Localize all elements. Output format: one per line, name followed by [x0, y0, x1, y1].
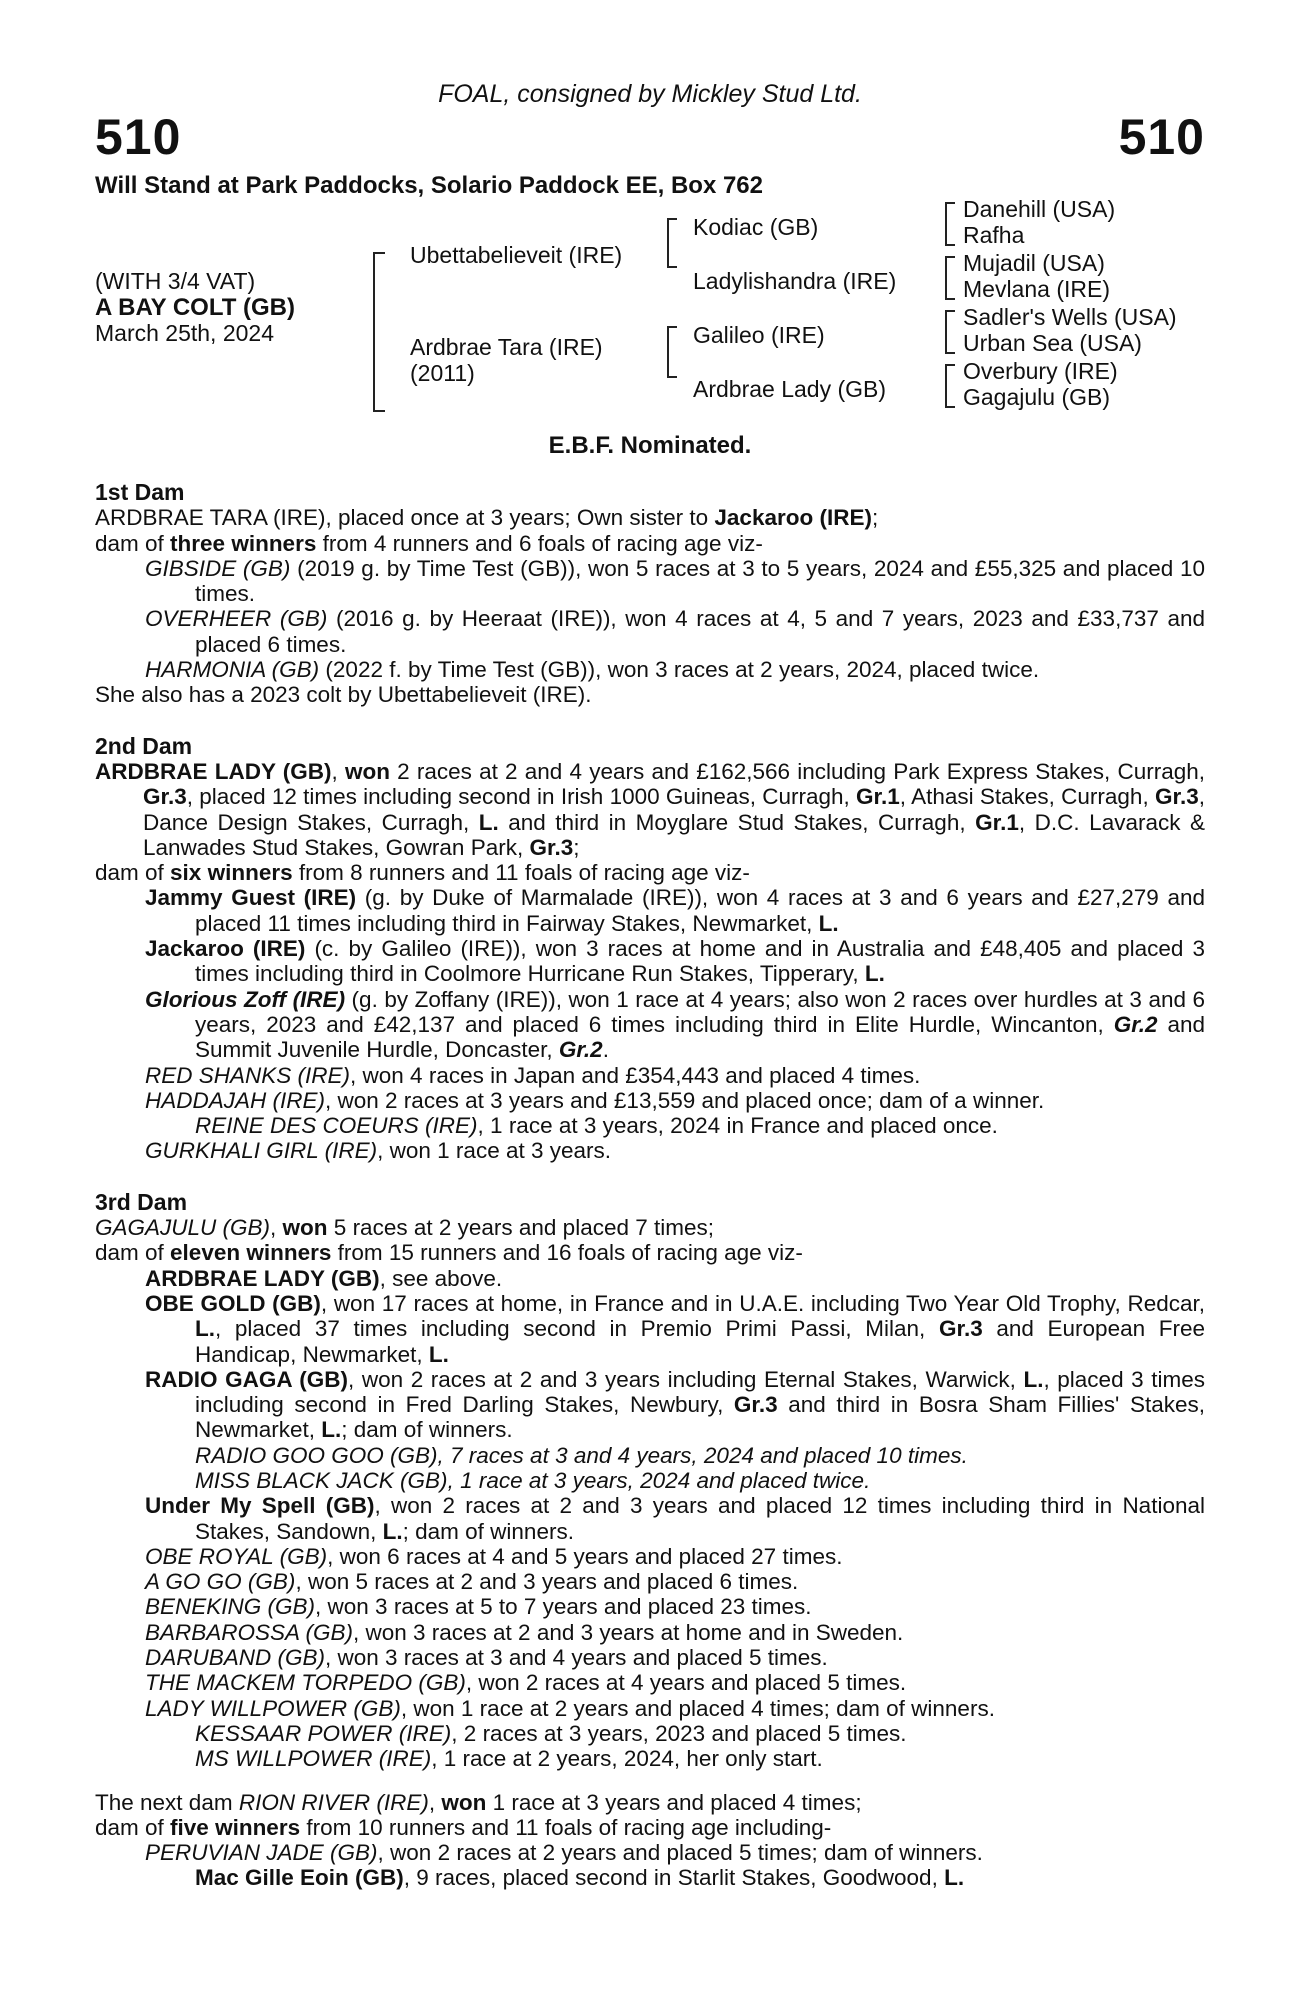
produce-entry: OBE GOLD (GB), won 17 races at home, in France and in U.A.E. including Two Year Old Trophy, Redcar, L., placed 37 times including second in Premio Primi Passi, Milan, Gr.3 and European Free Handicap, Newmarket, L.: [145, 1290, 1206, 1367]
grand-produce-entry: REINE DES COEURS (IRE), 1 race at 3 years, 2024 in France and placed once.: [195, 1113, 998, 1139]
grand-produce-entry: RADIO GOO GOO (GB), 7 races at 3 and 4 years, 2024 and placed 10 times.: [195, 1442, 968, 1468]
second-dam-heading: 2nd Dam: [95, 732, 193, 759]
ancestor-7: Overbury (IRE): [963, 358, 1118, 384]
brace-sire-parents: [667, 218, 677, 268]
produce-entry: Glorious Zoff (IRE) (g. by Zoffany (IRE)), won 1 race at 4 years; also won 2 races over hurdles at 3 and 6 years, 2023 and £42,137 and placed 6 times including third in Elite Hurdle, Wincanton, Gr.2 and Summit Juvenile Hurdle, Doncaster, Gr.2.: [145, 986, 1206, 1063]
dam-dam: Ardbrae Lady (GB): [693, 376, 887, 402]
foaling-date: March 25th, 2024: [95, 320, 275, 346]
produce-entry: Under My Spell (GB), won 2 races at 2 and 3 years and placed 12 times including third in National Stakes, Sandown, L.; dam of winners.: [145, 1493, 1205, 1544]
grand-produce-entry: MISS BLACK JACK (GB), 1 race at 3 years, 2024 and placed twice.: [195, 1467, 871, 1493]
produce-entry: RADIO GAGA (GB), won 2 races at 2 and 3 years including Eternal Stakes, Warwick, L., placed 3 times including second in Fred Darling Stakes, Newbury, Gr.3 and third in Bosra Sham Fillies' Stakes, Newmarket, L.; dam of winners.: [145, 1366, 1205, 1443]
next-dam-produce-summary: dam of five winners from 10 runners and 11 foals of racing age including-: [95, 1814, 832, 1840]
ancestor-4: Mevlana (IRE): [963, 276, 1110, 302]
produce-entry: RED SHANKS (IRE), won 4 races in Japan and £354,443 and placed 4 times.: [145, 1062, 921, 1088]
ancestor-3: Mujadil (USA): [963, 250, 1105, 276]
sire-name: Ubettabelieveit (IRE): [410, 242, 623, 268]
first-dam-note: She also has a 2023 colt by Ubettabelieveit (IRE).: [95, 682, 592, 708]
pedigree-notes: [95, 480, 1205, 1891]
dam-name: Ardbrae Tara (IRE): [410, 334, 603, 360]
produce-entry: PERUVIAN JADE (GB), won 2 races at 2 years and placed 5 times; dam of winners.: [145, 1840, 983, 1866]
second-dam-line: ARDBRAE LADY (GB), won 2 races at 2 and 4 years and £162,566 including Park Express Stakes, Curragh, Gr.3, placed 12 times including second in Irish 1000 Guineas, Curragh, Gr.1, Athasi Stakes, Curragh, Gr.3, Dance Design Stakes, Curragh, L. and third in Moyglare Stud Stakes, Curragh, Gr.1, D.C. Lavarack & Lanwades Stud Stakes, Gowran Park, Gr.3;: [95, 758, 1206, 860]
dam-sire: Galileo (IRE): [693, 322, 825, 348]
produce-entry: A GO GO (GB), won 5 races at 2 and 3 years and placed 6 times.: [145, 1569, 799, 1595]
produce-entry: BENEKING (GB), won 3 races at 5 to 7 years and placed 23 times.: [145, 1594, 812, 1620]
consignor-line: FOAL, consigned by Mickley Stud Ltd.: [438, 80, 862, 108]
produce-entry: THE MACKEM TORPEDO (GB), won 2 races at 4 years and placed 5 times.: [145, 1670, 907, 1696]
produce-entry: HARMONIA (GB) (2022 f. by Time Test (GB)), won 3 races at 2 years, 2024, placed twice.: [145, 657, 1040, 683]
sire-sire: Kodiac (GB): [693, 214, 819, 240]
ancestor-6: Urban Sea (USA): [963, 330, 1142, 356]
sire-dam: Ladylishandra (IRE): [693, 268, 897, 294]
produce-entry: HADDAJAH (IRE), won 2 races at 3 years and £13,559 and placed once; dam of a winner.: [145, 1087, 1045, 1113]
produce-entry: LADY WILLPOWER (GB), won 1 race at 2 years and placed 4 times; dam of winners.: [145, 1695, 995, 1721]
lot-horse-name: A BAY COLT (GB): [95, 294, 296, 321]
third-dam-line: GAGAJULU (GB), won 5 races at 2 years and placed 7 times;: [95, 1215, 715, 1241]
brace-g3: [945, 310, 955, 354]
vat-note: (WITH 3/4 VAT): [95, 268, 256, 294]
ancestor-8: Gagajulu (GB): [963, 384, 1111, 410]
produce-entry: GIBSIDE (GB) (2019 g. by Time Test (GB)), won 5 races at 3 to 5 years, 2024 and £55,325 and placed 10 times.: [145, 555, 1205, 607]
produce-entry: OBE ROYAL (GB), won 6 races at 4 and 5 years and placed 27 times.: [145, 1543, 843, 1569]
produce-entry: OVERHEER (GB) (2016 g. by Heeraat (IRE)), won 4 races at 4, 5 and 7 years, 2023 and £33,737 and placed 6 times.: [145, 606, 1205, 657]
third-dam-produce-summary: dam of eleven winners from 15 runners and 16 foals of racing age viz-: [95, 1240, 803, 1266]
lot-number-left: 510: [95, 109, 182, 165]
first-dam-heading: 1st Dam: [95, 479, 185, 505]
next-dam-line: The next dam RION RIVER (IRE), won 1 race at 3 years and placed 4 times;: [95, 1789, 862, 1815]
lot-number-right: 510: [1118, 109, 1205, 165]
produce-entry: ARDBRAE LADY (GB), see above.: [145, 1265, 503, 1291]
brace-g1: [945, 202, 955, 246]
brace-g2: [945, 256, 955, 300]
second-dam-produce-summary: dam of six winners from 8 runners and 11 foals of racing age viz-: [95, 860, 750, 886]
grand-produce-entry: Mac Gille Eoin (GB), 9 races, placed second in Starlit Stakes, Goodwood, L.: [195, 1865, 965, 1891]
dam-year: (2011): [410, 360, 475, 386]
ancestor-2: Rafha: [963, 222, 1025, 248]
ancestor-1: Danehill (USA): [963, 196, 1116, 222]
produce-entry: GURKHALI GIRL (IRE), won 1 race at 3 years.: [145, 1138, 612, 1164]
brace-parents: [373, 252, 385, 412]
first-dam-produce-summary: dam of three winners from 4 runners and 6 foals of racing age viz-: [95, 530, 763, 556]
brace-dam-parents: [667, 326, 677, 378]
produce-entry: Jackaroo (IRE) (c. by Galileo (IRE)), won 3 races at home and in Australia and £48,405 and placed 3 times including third in Coolmore Hurricane Run Stakes, Tipperary, L.: [145, 936, 1205, 987]
grand-produce-entry: MS WILLPOWER (IRE), 1 race at 2 years, 2024, her only start.: [195, 1746, 823, 1772]
stand-location: Will Stand at Park Paddocks, Solario Paddock EE, Box 762: [95, 172, 764, 199]
pedigree-tree: [95, 196, 1205, 420]
catalogue-page: [95, 0, 1205, 2000]
produce-entry: DARUBAND (GB), won 3 races at 3 and 4 years and placed 5 times.: [145, 1645, 828, 1671]
grand-produce-entry: KESSAAR POWER (IRE), 2 races at 3 years, 2023 and placed 5 times.: [195, 1720, 907, 1746]
third-dam-heading: 3rd Dam: [95, 1188, 188, 1215]
produce-entry: BARBAROSSA (GB), won 3 races at 2 and 3 years at home and in Sweden.: [145, 1619, 904, 1645]
ebf-nomination: E.B.F. Nominated.: [548, 432, 752, 459]
first-dam-line: ARDBRAE TARA (IRE), placed once at 3 years; Own sister to Jackaroo (IRE);: [95, 505, 879, 531]
produce-entry: Jammy Guest (IRE) (g. by Duke of Marmalade (IRE)), won 4 races at 3 and 6 years and £27,279 and placed 11 times including third in Fairway Stakes, Newmarket, L.: [145, 885, 1206, 936]
ancestor-5: Sadler's Wells (USA): [963, 304, 1177, 330]
brace-g4: [945, 364, 955, 408]
